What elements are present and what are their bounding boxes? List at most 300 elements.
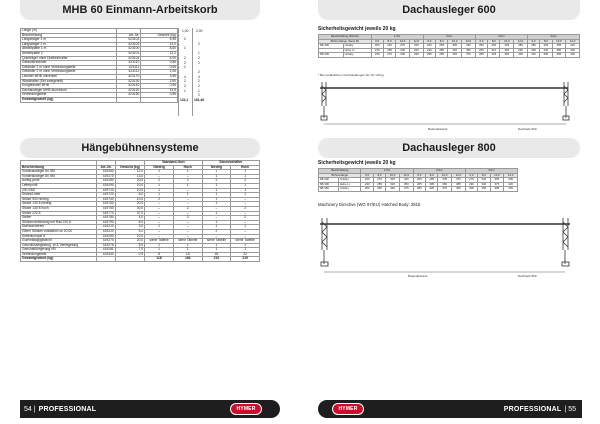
part-description: Geländer 1 m ohne Verbindungsteile (21, 65, 117, 70)
table-cell: 22 (231, 252, 260, 257)
row-label: Unitary (343, 53, 371, 58)
load-value: 335 (438, 178, 452, 183)
table-cell: Geschlüsselgestrug. pf & Verriegelung (21, 243, 97, 248)
quantity-value: 2 (184, 55, 186, 60)
part-weight: 6,95 (141, 38, 178, 43)
load-value: 265 (413, 182, 425, 187)
article-number: 423110 (117, 61, 141, 66)
total-cell: 116 (145, 257, 174, 262)
column-header: 8,0 (383, 39, 395, 44)
part-weight: 2,60 (141, 79, 178, 84)
table-cell: 1 (202, 193, 231, 198)
table-cell: 2 (173, 206, 202, 211)
table-cell: 13,0 (115, 174, 144, 179)
safety-weight-800: Sicherheitsgewicht jeweils 20 kg (318, 160, 396, 166)
table-cell: – (145, 174, 174, 179)
table-cell: 1 (202, 211, 231, 216)
total-cell: Gesamtgewicht (kg) (21, 257, 97, 262)
column-header: Niedrig (145, 165, 174, 170)
load-value: 310 (488, 48, 500, 53)
column-header: 6,0 (361, 173, 373, 178)
table-cell: Verbindungsteile (21, 252, 97, 257)
article-number: 423120 (117, 88, 141, 93)
load-value: 405 (514, 53, 528, 58)
load-table-600 (318, 34, 580, 58)
total-cell (115, 257, 144, 262)
brand-logo-icon: HYMER (332, 403, 364, 415)
table-cell: 6,0 (115, 193, 144, 198)
table-cell: – (173, 220, 202, 225)
part-weight: 8,60 (141, 47, 178, 52)
table-cell: – (173, 174, 202, 179)
table-cell: siehe Tabelle (145, 239, 174, 244)
total-cell: 219 (231, 257, 260, 262)
header-cell: Länge (m) (21, 29, 117, 34)
load-value: 320 (478, 178, 490, 183)
table-cell: – (173, 202, 202, 207)
load-value: 375 (399, 187, 413, 192)
table-cell: 10,0 (115, 197, 144, 202)
table-cell: 1 (231, 193, 260, 198)
table-cell: – (173, 197, 202, 202)
table-cell: 6,0 (115, 220, 144, 225)
table-cell (141, 97, 178, 102)
table-cell: – (173, 188, 202, 193)
table-cell: – (202, 216, 231, 221)
load-value: 305 (448, 44, 462, 49)
table-cell: 419760 (97, 206, 115, 211)
part-weight: 13,0 (141, 42, 178, 47)
column-header: 8,0 (488, 39, 500, 44)
quantity-value: 2 (198, 41, 200, 46)
load-value: 335 (500, 44, 514, 49)
header-cell: Beschreibung (Kürzel) (319, 35, 372, 40)
load-value: 275 (465, 178, 477, 183)
column-header: 10,0 (396, 39, 410, 44)
part-description: Geländerständer (21, 61, 117, 66)
row-label: SB 300 (319, 53, 344, 58)
table-cell: 1 (202, 220, 231, 225)
quantity-value: 1 (184, 88, 186, 93)
quantity-value: 1 (198, 51, 200, 56)
column-header: 12,0 (409, 39, 423, 44)
load-value: 380 (514, 44, 528, 49)
table-cell (117, 97, 141, 102)
load-value: 240 (383, 44, 395, 49)
table-cell: 419220 (97, 229, 115, 234)
article-number: 423130 (117, 79, 141, 84)
table-cell: 419250 (97, 234, 115, 239)
article-number: 423112 (117, 70, 141, 75)
table-cell: – (231, 234, 260, 239)
header-cell: Bühnenlänge (319, 173, 361, 178)
table-cell: 419290 (97, 183, 115, 188)
page-number: 55 (568, 405, 576, 413)
table-cell: – (231, 197, 260, 202)
table-cell: 1 (145, 193, 174, 198)
quantity-value: 2 (184, 79, 186, 84)
row-label: SB 300 (319, 44, 344, 49)
table-cell: Vorderausleger 60 SM (21, 170, 97, 175)
table-cell: 18 (173, 252, 202, 257)
table-cell: 8 (145, 252, 174, 257)
column-header: 12,0 (514, 39, 528, 44)
part-description: Querträger ohne Dreibeinhalter (21, 56, 117, 61)
table-cell: Stütze 130 8 hoch (21, 206, 97, 211)
table-cell: 2 (173, 216, 202, 221)
load-value: 230 (361, 178, 373, 183)
right-page (300, 0, 600, 424)
quantity-value: 2 (198, 55, 200, 60)
column-header: Beschreibung (21, 165, 97, 170)
table-cell: 1 (145, 170, 174, 175)
load-value: 360 (462, 48, 476, 53)
safety-weight-600: Sicherheitsgewicht jeweils 20 kg (318, 26, 396, 32)
length-1-header: 1,00 (182, 29, 189, 33)
table-cell: 419750 (97, 202, 115, 207)
table-cell: 419260 (97, 170, 115, 175)
quantity-value: 2 (184, 37, 186, 41)
quantity-total: 124,1 (180, 98, 189, 103)
quantity-value: 1 (184, 46, 186, 51)
table-cell: – (145, 234, 174, 239)
table-cell: 18 (202, 252, 231, 257)
part-weight: 0,95 (141, 84, 178, 89)
load-value: 325 (488, 53, 500, 58)
column-header: 10,0 (500, 39, 514, 44)
load-value: 275 (373, 178, 385, 183)
column-header: 12,0 (462, 39, 476, 44)
group-header: Standard-Gurt (145, 161, 202, 166)
table-cell: 419770 (97, 211, 115, 216)
quantity-value: 2 (198, 93, 200, 98)
load-value: 340 (462, 44, 476, 49)
table-cell: 419790 (97, 220, 115, 225)
machinery-caption: Machinery Directive (WG 97/EU) Hatched Body: 2815 (318, 202, 421, 207)
load-value: 280 (436, 48, 448, 53)
table-cell: 419720 (97, 193, 115, 198)
table-cell: 1 (231, 225, 260, 230)
table-cell: – (145, 229, 174, 234)
load-value: 290 (465, 182, 477, 187)
table-cell: Stützenverbindung mit Rad 220 8 (21, 220, 97, 225)
load-value: 280 (475, 53, 487, 58)
table-cell: 12,0 (115, 170, 144, 175)
table-cell: 419281 (97, 248, 115, 253)
brand-label: PROFESSIONAL (503, 405, 562, 413)
haengebuehne-title: Hängebühnensysteme (20, 138, 260, 158)
table-row (319, 187, 518, 192)
table-cell: 1 (202, 243, 231, 248)
article-number: 423150 (117, 93, 141, 98)
table-cell: 1 (145, 248, 174, 253)
part-weight: 0,65 (141, 65, 178, 70)
table-cell: siehe Tabelle (202, 239, 231, 244)
load-value: 385 (452, 182, 466, 187)
table-cell: 419780 (97, 216, 115, 221)
table-cell: 1 (231, 174, 260, 179)
mhb60-title: MHB 60 Einmann-Arbeitskorb (20, 0, 260, 20)
length-2-header: 2,00 (196, 29, 203, 33)
header-cell: Gewicht (kg) (141, 33, 178, 38)
table-cell: 1 (173, 243, 202, 248)
part-description: Dachausleger MHB Aluminium (21, 88, 117, 93)
load-value: 325 (426, 187, 438, 192)
load-value: 390 (514, 48, 528, 53)
row-label: SB 300 (319, 178, 339, 183)
load-value: 220 (423, 44, 435, 49)
load-value: 420 (504, 182, 518, 187)
group-header: 1,5m (371, 35, 423, 40)
load-value: 380 (552, 48, 566, 53)
table-cell: Stütze 220 8 (21, 211, 97, 216)
table-cell: 1 (202, 174, 231, 179)
column-header: 8,0 (478, 173, 490, 178)
table-cell: 30,0 (115, 206, 144, 211)
row-label: Unitary (343, 44, 371, 49)
load-value: 295 (527, 48, 539, 53)
column-header: 8,0 (426, 173, 438, 178)
article-number: 423104 (117, 56, 141, 61)
span-label-600b: Dachtiefe 600 (518, 127, 537, 131)
table-cell: Steiler (21, 216, 97, 221)
load-value: 275 (396, 44, 410, 49)
table-cell: – (231, 229, 260, 234)
row-label: Hohe Lt. (343, 48, 371, 53)
table-cell: 1 (173, 170, 202, 175)
table-cell: Gitter/ Stützen zusätzlich zu 20,00 (21, 229, 97, 234)
brand-label: PROFESSIONAL (38, 405, 97, 413)
column-header: 10,0 (386, 173, 400, 178)
column-header: Art.-Nr. (97, 165, 115, 170)
column-header: 8,0 (540, 39, 552, 44)
haengebuehne-parts-table (20, 160, 260, 262)
mhb60-parts-table (20, 28, 178, 103)
table-cell: 1 (145, 183, 174, 188)
load-value: 340 (478, 182, 490, 187)
column-header: Hoch (173, 165, 202, 170)
table-cell: 37,0 (115, 211, 144, 216)
load-value: 310 (527, 53, 539, 58)
column-header: 12,0 (452, 173, 466, 178)
table-cell: 2 (173, 179, 202, 184)
column-header: 6,0 (371, 39, 383, 44)
column-header: 6,0 (475, 39, 487, 44)
load-value: 350 (500, 48, 514, 53)
column-header: 6,0 (465, 173, 477, 178)
load-value: 340 (399, 178, 413, 183)
group-header: Steuerbehälter (202, 161, 259, 166)
load-value: 200 (371, 44, 383, 49)
part-description: Wandhalter (Set zweigeteilt) (21, 79, 117, 84)
table-cell: Stütze 900 niedrig (21, 197, 97, 202)
column-header: 10,0 (438, 173, 452, 178)
table-cell: 1 (202, 225, 231, 230)
part-description: Verbindungsteile (21, 93, 117, 98)
table-cell: – (145, 202, 174, 207)
table-cell: Leiterprofil (21, 183, 97, 188)
column-header: 6,0 (527, 39, 539, 44)
part-description: Leichter MHB universell (21, 74, 117, 79)
load-value: 410 (566, 44, 580, 49)
table-cell: 20,0 (115, 202, 144, 207)
load-value: 265 (475, 48, 487, 53)
table-cell: 5,2 (115, 229, 144, 234)
table-cell: 20,0 (115, 179, 144, 184)
table-cell: Stütze 130 8 niedrig (21, 202, 97, 207)
load-value: 215 (371, 48, 383, 53)
table-cell: 419710 (97, 188, 115, 193)
table-cell: 1 (145, 188, 174, 193)
table-cell: 1 (145, 243, 174, 248)
load-value: 370 (438, 187, 452, 192)
group-header: 2,0m (423, 35, 475, 40)
table-cell: – (145, 220, 174, 225)
article-number: 423101 (117, 51, 141, 56)
span-label-800b: Dachtiefe 800 (518, 274, 537, 278)
table-cell: 10,0 (115, 188, 144, 193)
load-value: 330 (409, 48, 423, 53)
table-cell: – (173, 225, 202, 230)
load-value: 355 (478, 187, 490, 192)
table-cell: 1 (202, 188, 231, 193)
column-header: Gewicht (kg) (115, 165, 144, 170)
load-value: 350 (399, 182, 413, 187)
table-cell: 419740 (97, 197, 115, 202)
table-cell: 1 (231, 248, 260, 253)
part-description: Abstellplatte 2 (21, 51, 117, 56)
column-header: 6,0 (413, 173, 425, 178)
article-number: 423100 (117, 47, 141, 52)
table-cell: 5,0 (115, 243, 144, 248)
part-description: Längsträger 1 m (21, 38, 117, 43)
table-cell: 0,9 (115, 252, 144, 257)
table-cell: 2 (145, 179, 174, 184)
table-cell: 4,0 (115, 216, 144, 221)
load-value: 320 (386, 182, 400, 187)
table-cell: 419330 (97, 252, 115, 257)
table-cell: Gummiklappgewicht (21, 239, 97, 244)
load-value: 405 (452, 187, 466, 192)
load-value: 370 (452, 178, 466, 183)
brand-logo-icon: HYMER (230, 403, 262, 415)
load-value: 265 (436, 44, 448, 49)
table-cell: 419278 (97, 243, 115, 248)
table-cell: 1 (173, 183, 202, 188)
quantity-value: 2 (198, 79, 200, 84)
load-value: 425 (566, 48, 580, 53)
group-header: 3,0m (465, 169, 517, 174)
table-cell: – (231, 211, 260, 216)
table-cell: 419280 (97, 179, 115, 184)
table-cell: 419210 (97, 225, 115, 230)
quantity-value: 2 (184, 60, 186, 65)
column-header: 12,0 (504, 173, 518, 178)
part-weight: 3,95 (141, 74, 178, 79)
right-footer (318, 400, 582, 418)
table-cell: – (202, 234, 231, 239)
table-cell: – (173, 234, 202, 239)
load-value: 335 (448, 53, 462, 58)
load-value: 280 (527, 44, 539, 49)
table-cell: 1 (202, 202, 231, 207)
table-cell: Aufleg profil (21, 179, 97, 184)
table-cell: 1 (231, 183, 260, 188)
table-cell: 419270 (97, 239, 115, 244)
table-cell: siehe Tabelle (173, 239, 202, 244)
load-value: 355 (540, 53, 552, 58)
table-cell: – (173, 211, 202, 216)
quantity-value: 1 (198, 88, 200, 93)
table-cell: 2 (231, 216, 260, 221)
load-value: 340 (386, 187, 400, 192)
part-weight: 12,2 (141, 51, 178, 56)
header-cell: Bühnenlänge (Serie B) (319, 39, 372, 44)
load-value: 375 (462, 53, 476, 58)
table-cell: Stahlzahnbrem (21, 225, 97, 230)
group-header: 3,0m (475, 35, 527, 40)
dachausleger600-diagram (318, 78, 580, 140)
load-table-800 (318, 168, 518, 192)
part-weight: 4,00 (141, 56, 178, 61)
load-value: 285 (373, 182, 385, 187)
load-value: 395 (552, 53, 566, 58)
row-label: Hohe Lt. (339, 182, 361, 187)
table-cell: 1 (173, 193, 202, 198)
table-cell: 1 (173, 248, 202, 253)
table-cell: 2 (202, 229, 231, 234)
load-value: 280 (413, 187, 425, 192)
page-separator: | (564, 405, 567, 413)
row-label: Unitary (339, 178, 361, 183)
load-value: 440 (566, 53, 580, 58)
load-value: 240 (423, 48, 435, 53)
load-value: 255 (423, 53, 435, 58)
load-value: 365 (500, 53, 514, 58)
load-value: 365 (552, 44, 566, 49)
table-cell: siehe Tabelle (231, 239, 260, 244)
load-value: 290 (488, 44, 500, 49)
row-label: SB 450 (319, 187, 339, 192)
table-cell: 1 (202, 183, 231, 188)
table-cell: 2 (231, 206, 260, 211)
quantity-value: 4 (184, 74, 186, 79)
part-description: Geländer 2 m ohne Verbindungsteile (21, 70, 117, 75)
table-cell: 2 (202, 179, 231, 184)
load-value: 375 (490, 182, 504, 187)
part-description: Endgeländer MHB (21, 84, 117, 89)
load-value: 350 (438, 182, 452, 187)
column-header: 10,0 (490, 173, 504, 178)
table-cell: 1 (202, 170, 231, 175)
row-label: SB 300 (319, 182, 339, 187)
load-value: 325 (540, 44, 552, 49)
header-cell: Art.-Nr. (117, 33, 141, 38)
table-row (319, 53, 580, 58)
load-value: 315 (409, 44, 423, 49)
table-total-row (21, 97, 178, 102)
column-header: 10,0 (448, 39, 462, 44)
load-value: 305 (465, 187, 477, 192)
load-value: 340 (540, 48, 552, 53)
load-value: 270 (383, 53, 395, 58)
left-footer (20, 400, 280, 418)
article-number: 423103 (117, 42, 141, 47)
load-value: 305 (426, 182, 438, 187)
row-label: Unitary (339, 187, 361, 192)
header-cell: Beschreibung (319, 169, 361, 174)
part-weight: 0,85 (141, 61, 178, 66)
